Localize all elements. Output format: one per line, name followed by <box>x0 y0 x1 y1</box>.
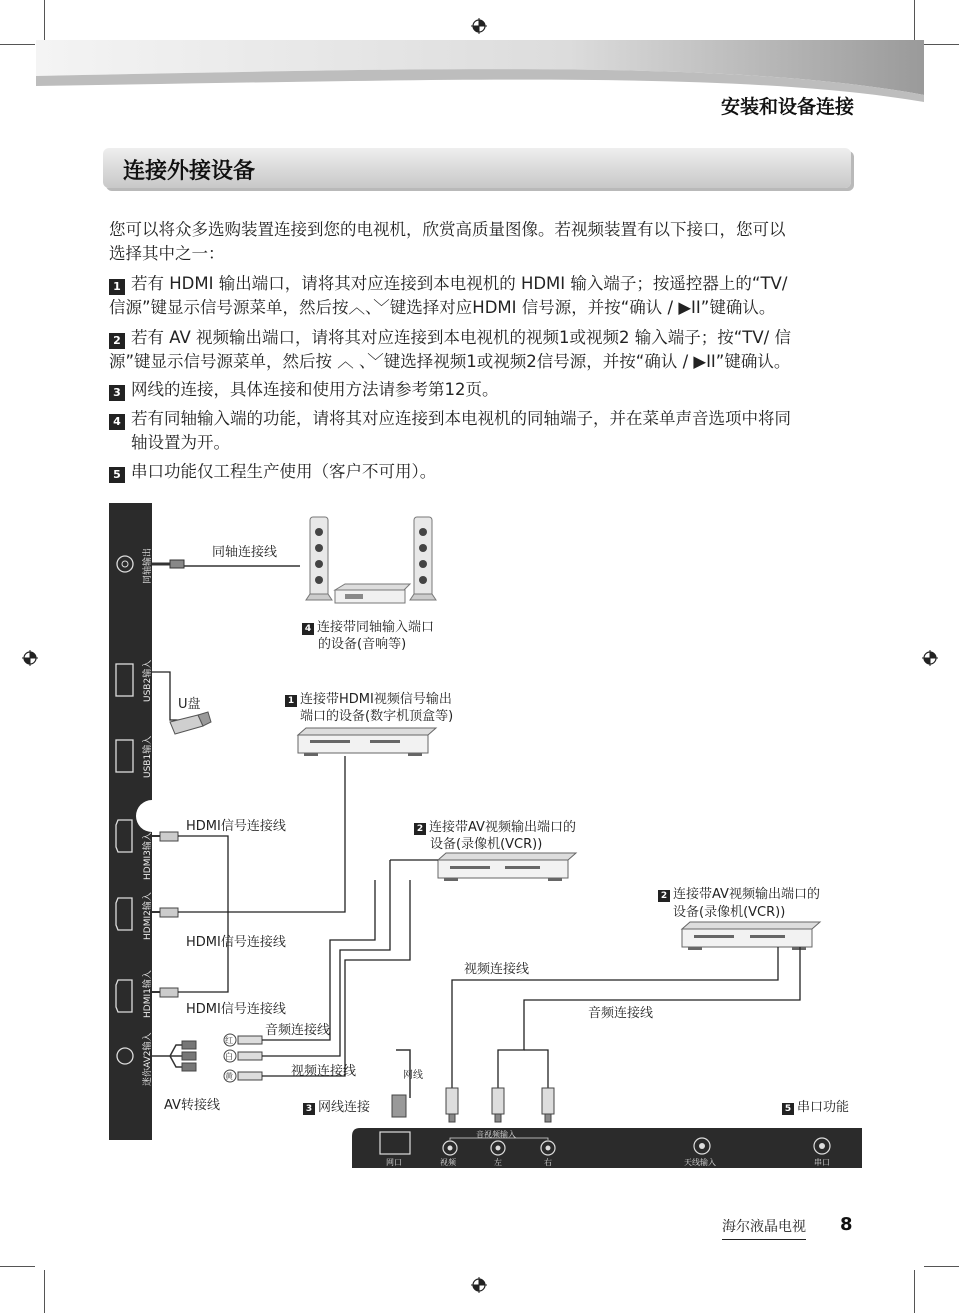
item-number: 1 <box>109 279 125 295</box>
crop-mark <box>924 1266 959 1267</box>
usb-disk-label: U盘 <box>178 697 201 712</box>
item-text: 源”键显示信号源菜单，然后按 ︿ 、﹀键选择视频1或视频2信号源，并按“确认 / ▶II”键确认。 <box>109 352 791 371</box>
page-banner <box>103 148 851 188</box>
coax-device-label: 4 连接带同轴输入端口 <box>302 616 434 635</box>
item-text: 轴设置为开。 <box>131 433 230 452</box>
section-title: 安装和设备连接 <box>720 96 854 118</box>
bottom-port-label: 视频 <box>440 1158 456 1167</box>
item-number: 5 <box>109 467 125 483</box>
set-top-box-icon <box>298 728 436 756</box>
item-text: 若有 HDMI 输出端口，请将其对应连接到本电视机的 HDMI 输入端子；按遥控器上的“TV/ <box>131 274 788 293</box>
bottom-port-label: 网口 <box>386 1158 402 1167</box>
tv-bottom-panel <box>352 1128 862 1168</box>
rca-color-label: 白 <box>225 1052 233 1061</box>
hdmi-cable-label: HDMI信号连接线 <box>186 819 286 834</box>
vcr-device-label: 2 连接带AV视频输出端口的 <box>414 816 576 835</box>
coax-device-label: 的设备(音响等) <box>318 637 407 652</box>
side-port-label: HDMI3输入 <box>143 832 153 880</box>
hdmi-device-label: 端口的设备(数字机顶盒等) <box>300 709 454 724</box>
bottom-port-label: 音视频输入 <box>476 1130 516 1139</box>
rca-color-label: 红 <box>225 1036 233 1045</box>
intro-line: 选择其中之一： <box>109 244 225 263</box>
usb-drive-icon <box>170 712 211 734</box>
item-number: 2 <box>109 333 125 349</box>
coax-plug-icon <box>170 560 184 568</box>
list-item <box>109 272 889 320</box>
bottom-port-label: 串口 <box>814 1158 830 1167</box>
speaker-right-icon <box>410 517 436 600</box>
rca-plug-icon <box>446 1088 554 1122</box>
video-cable-label: 视频连接线 <box>291 1064 357 1079</box>
page-title: 连接外接设备 <box>123 159 256 184</box>
side-port-label: HDMI2输入 <box>143 892 153 940</box>
item-number: 4 <box>109 414 125 430</box>
side-port-label: USB2输入 <box>143 659 153 702</box>
video-cable-label: 视频连接线 <box>464 962 530 977</box>
item-number: 3 <box>109 385 125 401</box>
hdmi-plug-icon <box>160 832 178 997</box>
side-port-label: 同轴输出 <box>143 547 153 584</box>
vcr-2-icon <box>682 922 820 950</box>
side-port-label: 迷你AV2输入 <box>143 1032 153 1086</box>
network-connection-label: 3 网线连接 <box>303 1096 370 1115</box>
audio-cable-label: 音频连接线 <box>588 1006 654 1021</box>
item-text: 若有同轴输入端的功能，请将其对应连接到本电视机的同轴端子，并在菜单声音选项中将同 <box>131 409 791 428</box>
rca-color-label: 黄 <box>225 1072 233 1081</box>
crop-mark <box>0 1266 35 1267</box>
list-item <box>109 326 889 374</box>
list-item <box>109 460 889 484</box>
coax-cable-label: 同轴连接线 <box>212 545 278 560</box>
vcr-1-icon <box>438 853 576 881</box>
vcr-device-label: 2 连接带AV视频输出端口的 <box>658 883 820 902</box>
list-item <box>109 407 889 455</box>
side-port-label: HDMI1输入 <box>143 970 153 1018</box>
hdmi-cable-label: HDMI信号连接线 <box>186 935 286 950</box>
registration-mark-icon <box>471 18 487 34</box>
av-adapter-label: AV转接线 <box>164 1098 220 1113</box>
bottom-port-label: 左 <box>494 1158 502 1167</box>
bottom-port-label: 右 <box>544 1158 552 1167</box>
item-text: 信源”键显示信号源菜单，然后按︿、﹀键选择对应HDMI 信号源，并按“确认 / ▶II”键确认。 <box>109 298 776 317</box>
hdmi-device-label: 1 连接带HDMI视频信号输出 <box>285 688 452 707</box>
page-number: 8 <box>840 1214 853 1235</box>
speaker-left-icon <box>306 517 332 600</box>
list-item <box>109 378 889 402</box>
intro-line: 您可以将众多选购装置连接到您的电视机，欣赏高质量图像。若视频装置有以下接口，您可以 <box>109 220 786 239</box>
intro-paragraph <box>109 218 879 266</box>
crop-mark <box>44 1270 45 1313</box>
crop-mark <box>924 44 959 45</box>
item-text: 若有 AV 视频输出端口，请将其对应连接到本电视机的视频1或视频2 输入端子；按“TV/ 信 <box>131 328 791 347</box>
network-plug-icon <box>392 1050 410 1117</box>
crop-mark <box>914 1270 915 1313</box>
item-text: 串口功能仅工程生产使用（客户不可用）。 <box>131 462 437 481</box>
audio-receiver-icon <box>335 584 410 603</box>
hdmi-cable-label: HDMI信号连接线 <box>186 1002 286 1017</box>
network-cable-label: 网线 <box>403 1070 423 1081</box>
vcr-device-label: 设备(录像机(VCR)) <box>430 837 543 852</box>
serial-function-label: 5 串口功能 <box>782 1096 849 1115</box>
vcr-device-label: 设备(录像机(VCR)) <box>673 905 786 920</box>
item-text: 网线的连接，具体连接和使用方法请参考第12页。 <box>131 380 499 399</box>
crop-mark <box>0 44 35 45</box>
bottom-port-label: 天线输入 <box>684 1158 716 1167</box>
footer-brand: 海尔液晶电视 <box>722 1216 806 1240</box>
audio-cable-label: 音频连接线 <box>265 1023 331 1038</box>
side-port-label: USB1输入 <box>143 735 153 778</box>
registration-mark-icon <box>471 1277 487 1293</box>
